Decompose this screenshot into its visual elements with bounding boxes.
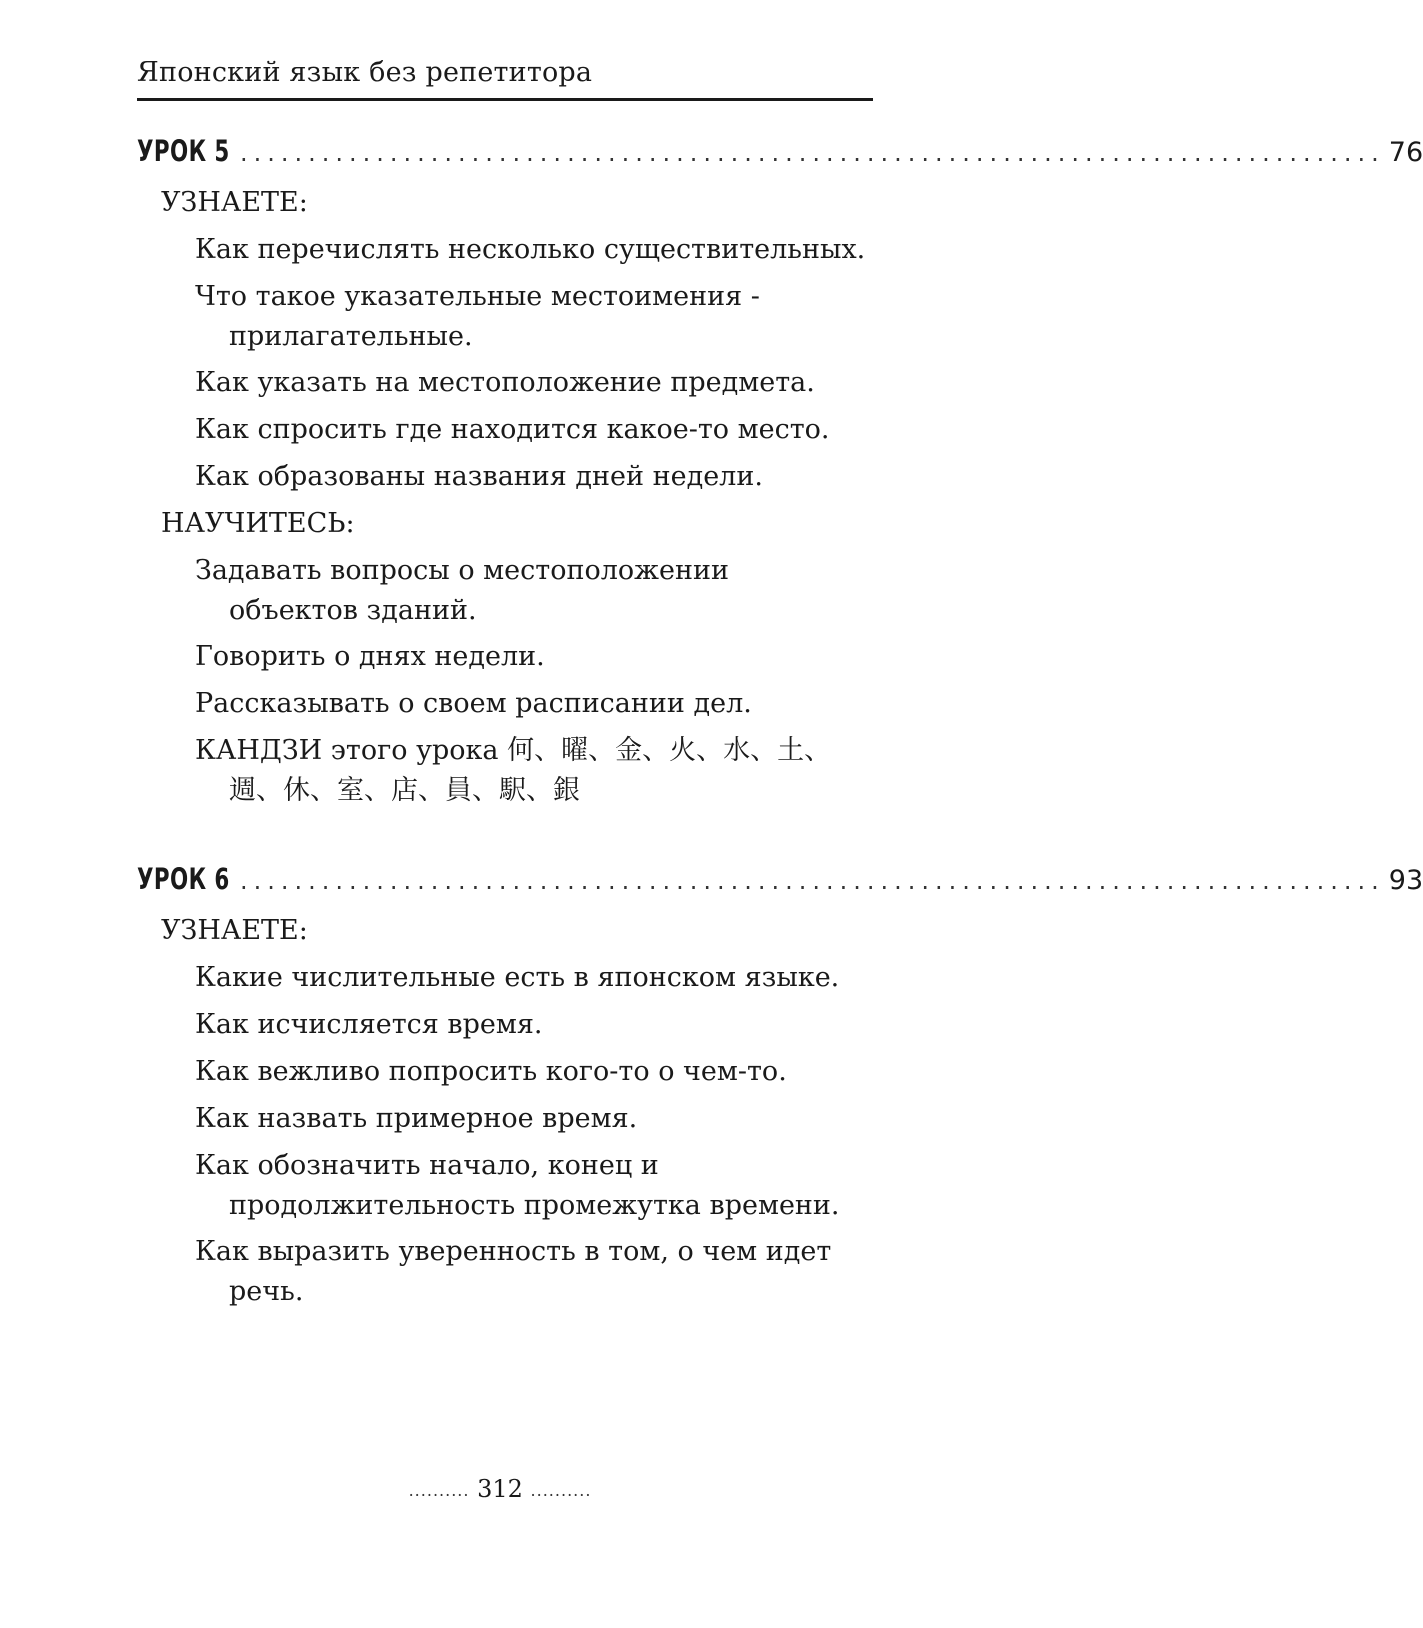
dot-leader: ....................................................................................: [239, 867, 1385, 895]
lesson-6-learn-item: Как исчисляется время.: [195, 1009, 543, 1040]
footer-dots-left: ..........: [408, 1481, 470, 1500]
page-number: 312: [477, 1475, 523, 1503]
lesson-5-skill-item: Говорить о днях недели.: [195, 641, 545, 672]
lesson-6-title: УРОК 6: [137, 862, 230, 896]
lesson-5-learn-item: Что такое указательные местоимения - прилагательные.: [195, 281, 760, 352]
lesson-6-learn-label: УЗНАЕТЕ:: [161, 915, 308, 946]
lesson-5-learn-item: Как спросить где находится какое-то место.: [195, 414, 830, 445]
lesson-5-learn-item: Как перечислять несколько существительных.: [195, 234, 866, 265]
lesson-5-skill-item: Задавать вопросы о местоположении объектов зданий.: [195, 555, 729, 626]
lesson-6-learn-item: Как выразить уверенность в том, о чем идет речь.: [195, 1236, 832, 1307]
lesson-6-learn-item: Как обозначить начало, конец и продолжительность промежутка времени.: [195, 1150, 840, 1221]
dot-leader: ....................................................................................: [239, 139, 1385, 167]
lesson-6-learn-item: Как вежливо попросить кого-то о чем-то.: [195, 1056, 787, 1087]
lesson-5-learn-item: Как образованы названия дней недели.: [195, 461, 763, 492]
lesson-6-learn-item: Какие числительные есть в японском языке.: [195, 962, 840, 993]
lesson-5-row: [137, 134, 1423, 178]
lesson-5-kanji-item: КАНДЗИ этого урока 何、曜、金、火、水、土、週、休、室、店、員、駅、銀: [195, 735, 832, 806]
lesson-6-row: [137, 862, 1423, 906]
lesson-5-title: УРОК 5: [137, 134, 230, 168]
lesson-6-page: 93: [1388, 865, 1423, 896]
lesson-5-learn-label: УЗНАЕТЕ:: [161, 187, 308, 218]
lesson-5-skill-item: Рассказывать о своем расписании дел.: [195, 688, 752, 719]
footer-dots-right: ..........: [530, 1481, 592, 1500]
lesson-5-page: 76: [1388, 137, 1423, 168]
page-footer: [0, 1475, 1000, 1503]
lesson-5-learn-item: Как указать на местоположение предмета.: [195, 367, 815, 398]
lesson-6-learn-item: Как назвать примерное время.: [195, 1103, 638, 1134]
lesson-5-skills-label: НАУЧИТЕСЬ:: [161, 508, 355, 539]
running-header: Японский язык без репетитора: [137, 57, 593, 88]
header-rule: [137, 98, 873, 101]
